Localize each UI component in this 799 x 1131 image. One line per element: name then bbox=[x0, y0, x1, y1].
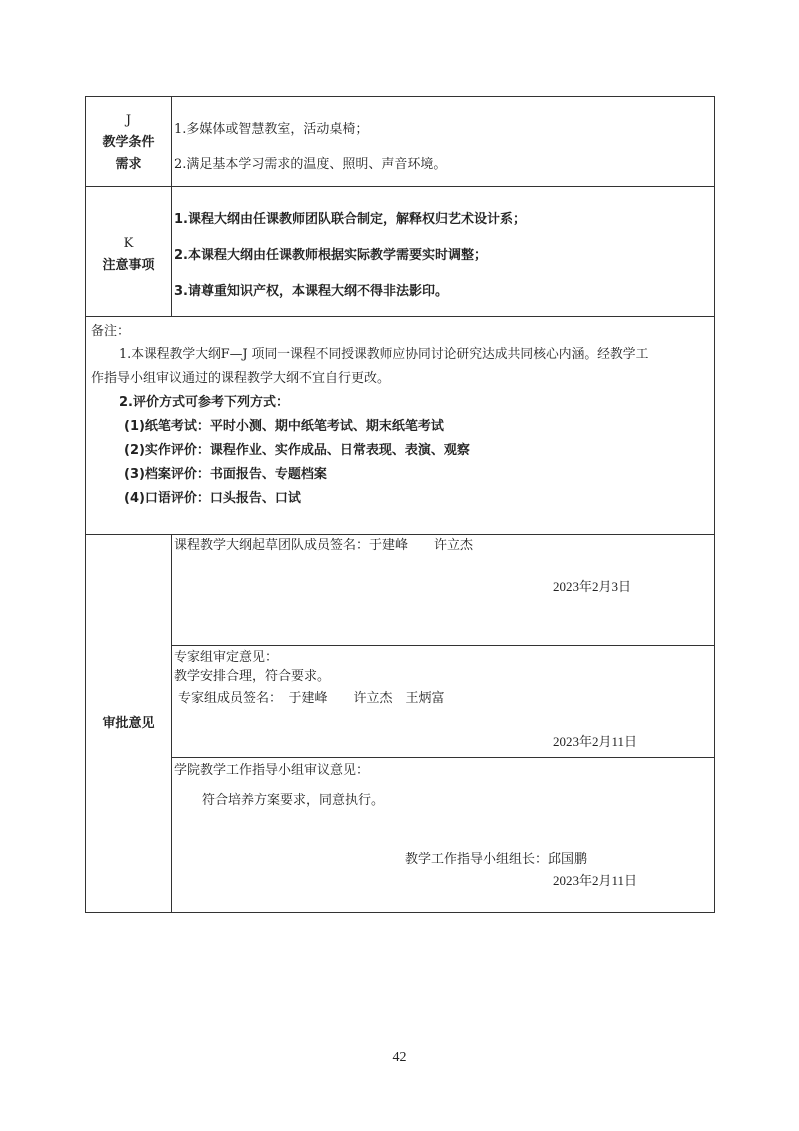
notes-item-3: (3)档案评价：书面报告、专题档案 bbox=[124, 467, 327, 482]
college-leader-signature: 教学工作指导小组组长：邱国鹏 bbox=[405, 852, 588, 867]
row-divider-notes-approval bbox=[85, 534, 715, 535]
section-k-label-text: 注意事项 bbox=[102, 258, 155, 273]
column-divider-bottom bbox=[171, 534, 172, 912]
section-j-label-line2: 需求 bbox=[115, 157, 142, 172]
expert-members-signature: 专家组成员签名： 于建峰 许立杰 王炳富 bbox=[178, 691, 445, 706]
expert-opinion-text: 教学安排合理，符合要求。 bbox=[174, 669, 331, 684]
notes-item-2: (2)实作评价：课程作业、实作成品、日常表现、表演、观察 bbox=[124, 443, 470, 458]
notes-item-4: (4)口语评价：口头报告、口试 bbox=[124, 491, 301, 506]
table-border-top bbox=[85, 96, 715, 97]
college-opinion-title: 学院教学工作指导小组审议意见： bbox=[174, 763, 370, 778]
notes-line-2: 作指导小组审议通过的课程教学大纲不宜自行更改。 bbox=[91, 371, 391, 386]
approval-divider-1 bbox=[171, 645, 715, 646]
row-divider-j-k bbox=[85, 186, 715, 187]
table-border-bottom bbox=[85, 912, 715, 913]
section-k-item-1: 1.课程大纲由任课教师团队联合制定，解释权归艺术设计系； bbox=[174, 212, 526, 227]
expert-opinion-title: 专家组审定意见： bbox=[174, 650, 279, 665]
notes-line-1: 1.本课程教学大纲F—J 项同一课程不同授课教师应协同讨论研究达成共同核心内涵。经教学工 bbox=[119, 347, 649, 362]
page-number: 42 bbox=[392, 1050, 407, 1065]
row-divider-k-notes bbox=[85, 316, 715, 317]
table-border-left bbox=[85, 96, 86, 913]
expert-date: 2023年2月11日 bbox=[553, 734, 638, 749]
section-j-item-2: 2.满足基本学习需求的温度、照明、声音环境。 bbox=[174, 157, 447, 172]
section-j-label-line1: 教学条件 bbox=[102, 135, 155, 150]
section-k-label bbox=[86, 233, 171, 277]
notes-line-3: 2.评价方式可参考下列方式： bbox=[119, 395, 289, 410]
column-divider-top bbox=[171, 96, 172, 316]
section-k-code: K bbox=[123, 236, 134, 251]
section-k-item-3: 3.请尊重知识产权，本课程大纲不得非法影印。 bbox=[174, 284, 448, 299]
section-j-item-1: 1.多媒体或智慧教室，活动桌椅； bbox=[174, 122, 369, 137]
section-k-item-2: 2.本课程大纲由任课教师根据实际教学需要实时调整； bbox=[174, 248, 487, 263]
draft-team-signature: 课程教学大纲起草团队成员签名：于建峰 许立杰 bbox=[174, 538, 474, 553]
approval-divider-2 bbox=[171, 757, 715, 758]
notes-title: 备注： bbox=[91, 324, 131, 339]
college-opinion-text: 符合培养方案要求，同意执行。 bbox=[202, 793, 385, 808]
section-j-label bbox=[86, 110, 171, 176]
approval-label: 审批意见 bbox=[102, 716, 155, 731]
table-border-right bbox=[714, 96, 715, 913]
college-date: 2023年2月11日 bbox=[553, 873, 638, 888]
notes-item-1: (1)纸笔考试：平时小测、期中纸笔考试、期末纸笔考试 bbox=[124, 419, 444, 434]
section-j-code: J bbox=[125, 113, 132, 128]
draft-date: 2023年2月3日 bbox=[553, 579, 632, 594]
